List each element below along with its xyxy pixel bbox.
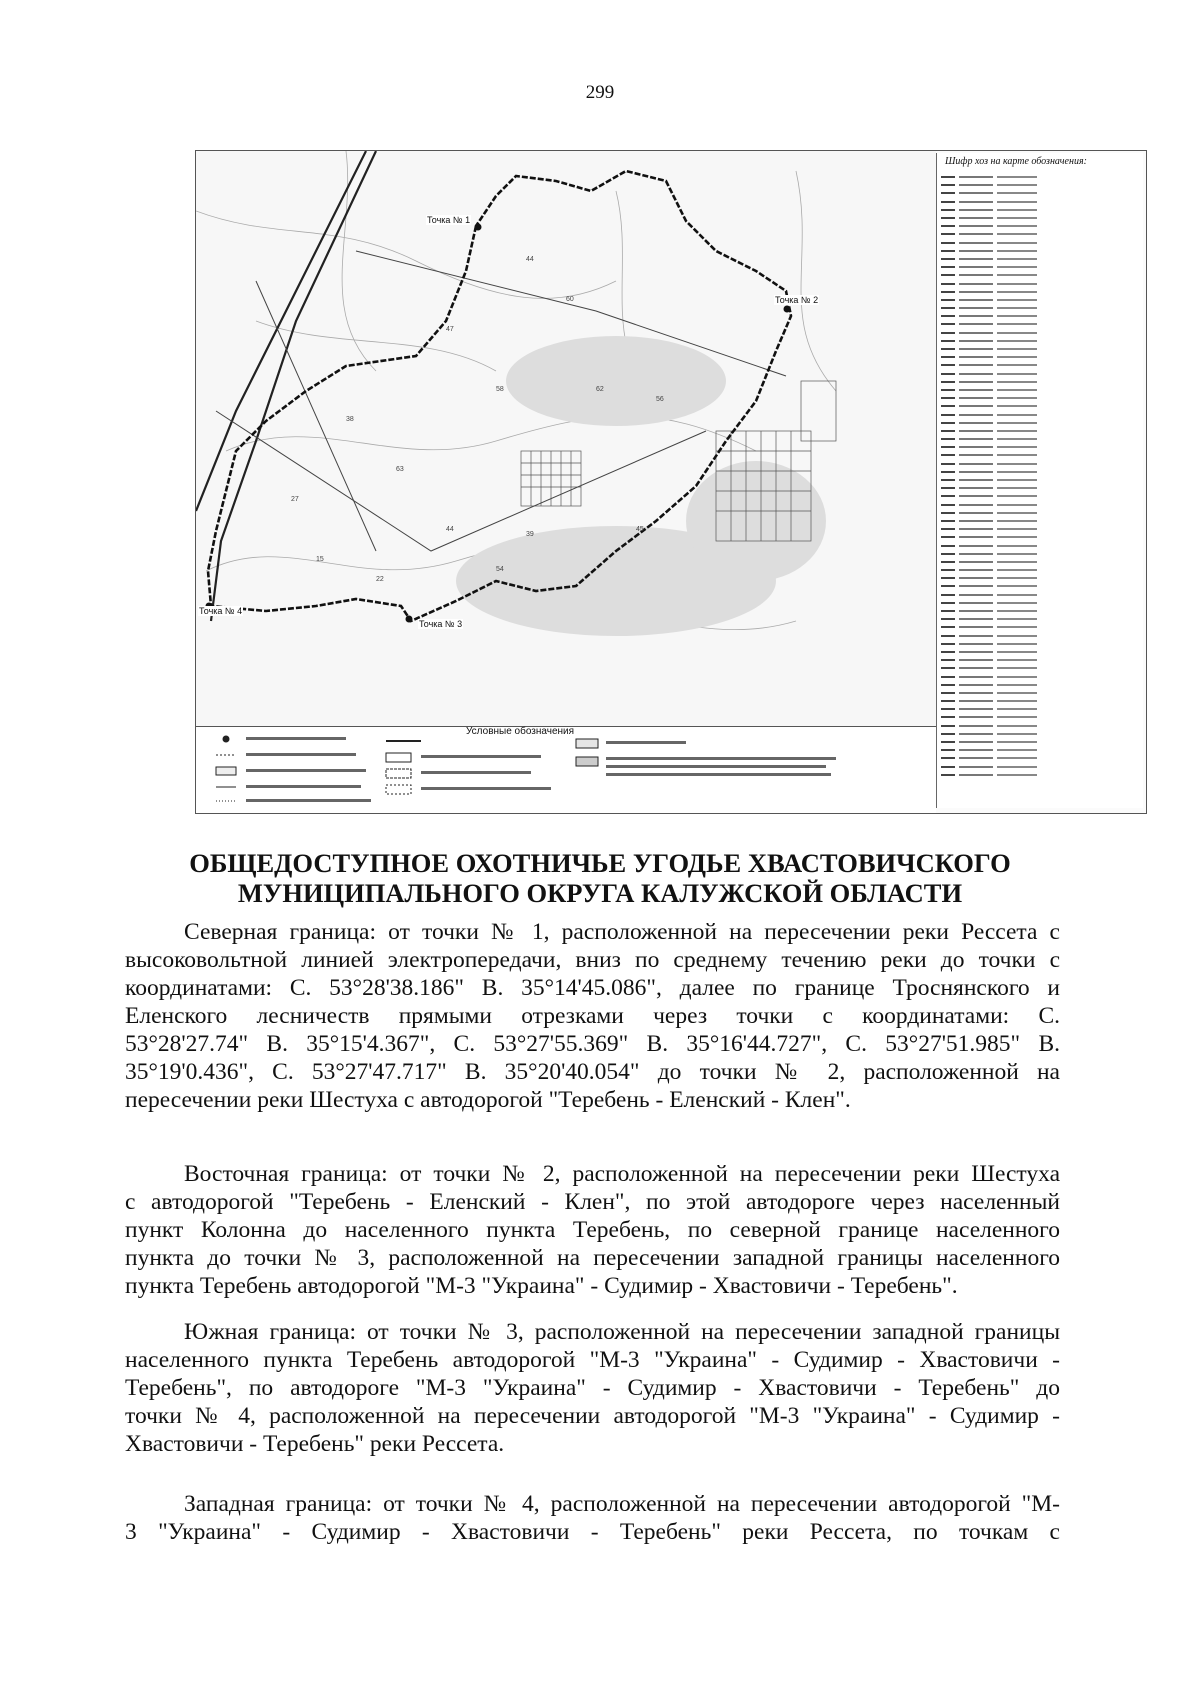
- legend-row: [941, 427, 1141, 435]
- paragraph-line: Восточная граница: от точки № 2, расположенной на пересечении реки Шестуха: [184, 1161, 1060, 1187]
- legend-row: [941, 419, 1141, 427]
- legend-row: [941, 206, 1141, 214]
- legend-row: [941, 672, 1141, 680]
- svg-text:56: 56: [656, 396, 664, 403]
- legend-row: [941, 320, 1141, 328]
- legend-row: [941, 451, 1141, 459]
- legend-row: [941, 501, 1141, 509]
- svg-text:47: 47: [446, 326, 454, 333]
- legend-row: [941, 304, 1141, 312]
- legend-row: [941, 746, 1141, 754]
- legend-row: [941, 198, 1141, 206]
- legend-row: [941, 754, 1141, 762]
- legend-row: [941, 402, 1141, 410]
- document-title: [100, 848, 1100, 908]
- legend-row: [941, 771, 1141, 779]
- legend-row: [941, 541, 1141, 549]
- svg-text:62: 62: [596, 386, 604, 393]
- svg-text:44: 44: [446, 526, 454, 533]
- legend-row: [941, 386, 1141, 394]
- paragraph-line: Западная граница: от точки № 4, расположенной на пересечении автодорогой "М-: [184, 1491, 1060, 1517]
- legend-row: [941, 230, 1141, 238]
- legend-row: [941, 607, 1141, 615]
- legend-row: [941, 492, 1141, 500]
- east-boundary-paragraph: [125, 1160, 1060, 1300]
- paragraph-line: Еленского лесничеств прямыми отрезками через точки с координатами: С.: [125, 1003, 1060, 1029]
- paragraph-line: с автодорогой "Теребень - Еленский - Клен", по этой автодороге через населенный: [125, 1189, 1060, 1215]
- legend-title: Шифр хоз на карте обозначения:: [945, 156, 1087, 167]
- legend-row: [941, 271, 1141, 279]
- legend-row: [941, 468, 1141, 476]
- paragraph-line: пункта Теребень автодорогой "М-3 "Украина" - Судимир - Хвастовичи - Теребень".: [125, 1273, 958, 1299]
- legend-row: [941, 681, 1141, 689]
- paragraph-line: Южная граница: от точки № 3, расположенной на пересечении западной границы: [184, 1319, 1060, 1345]
- legend-row: [941, 738, 1141, 746]
- legend-row: [941, 509, 1141, 517]
- legend-row: [941, 697, 1141, 705]
- map-label-point2: Точка № 2: [775, 295, 819, 305]
- legend-row: [941, 763, 1141, 771]
- legend-row: [941, 484, 1141, 492]
- svg-text:54: 54: [496, 566, 504, 573]
- legend-row: [941, 664, 1141, 672]
- legend-row: [941, 239, 1141, 247]
- legend-row: [941, 525, 1141, 533]
- legend-row: [941, 443, 1141, 451]
- paragraph-line: Хвастовичи - Теребень" реки Рессета.: [125, 1431, 505, 1457]
- legend-row: [941, 361, 1141, 369]
- legend-row: [941, 173, 1141, 181]
- page-number: 299: [585, 82, 615, 103]
- legend-row: [941, 378, 1141, 386]
- hunting-area-map: [195, 150, 1147, 814]
- legend-row: [941, 410, 1141, 418]
- south-boundary-paragraph: [125, 1318, 1060, 1458]
- legend-row: [941, 435, 1141, 443]
- bottom-legend-title: Условные обозначения: [466, 726, 575, 737]
- legend-row: [941, 247, 1141, 255]
- legend-row: [941, 730, 1141, 738]
- paragraph-line: пункта до точки № 3, расположенной на пересечении западной границы населенного: [125, 1245, 1060, 1271]
- paragraph-line: пересечении реки Шестуха с автодорогой "Теребень - Еленский - Клен".: [125, 1087, 851, 1113]
- legend-row: [941, 296, 1141, 304]
- paragraph-line: Северная граница: от точки № 1, расположенной на пересечении реки Рессета с: [184, 919, 1060, 945]
- legend-row: [941, 648, 1141, 656]
- paragraph-line: Теребень", по автодороге "М-3 "Украина" - Судимир - Хвастовичи - Теребень" до: [125, 1375, 1060, 1401]
- north-boundary-paragraph: [125, 918, 1060, 1114]
- legend-row: [941, 656, 1141, 664]
- legend-row: [941, 288, 1141, 296]
- svg-text:39: 39: [526, 531, 534, 538]
- svg-text:58: 58: [496, 386, 504, 393]
- paragraph-line: 3 "Украина" - Судимир - Хвастовичи - Теребень" реки Рессета, по точкам с: [125, 1519, 1060, 1545]
- paragraph-line: населенного пункта Теребень автодорогой "М-3 "Украина" - Судимир - Хвастовичи -: [125, 1347, 1060, 1373]
- svg-text:22: 22: [376, 576, 384, 583]
- legend-row: [941, 615, 1141, 623]
- legend-row: [941, 329, 1141, 337]
- title-line-2: МУНИЦИПАЛЬНОГО ОКРУГА КАЛУЖСКОЙ ОБЛАСТИ: [237, 878, 963, 908]
- legend-row: [941, 558, 1141, 566]
- legend-row: [941, 566, 1141, 574]
- svg-text:63: 63: [396, 466, 404, 473]
- paragraph-line: 53°28'27.74" В. 35°15'4.367", С. 53°27'55.369" В. 35°16'44.727", С. 53°27'51.985" В.: [125, 1031, 1060, 1057]
- legend-row: [941, 582, 1141, 590]
- paragraph-line: высоковольтной линией электропередачи, вниз по среднему течению реки до точки с: [125, 947, 1060, 973]
- legend-row: [941, 705, 1141, 713]
- legend-row: [941, 632, 1141, 640]
- legend-row: [941, 181, 1141, 189]
- legend-row: [941, 255, 1141, 263]
- legend-row: [941, 517, 1141, 525]
- svg-text:27: 27: [291, 496, 299, 503]
- legend-row: [941, 623, 1141, 631]
- map-label-point4: Точка № 4: [199, 606, 243, 616]
- map-bottom-legend: [196, 726, 936, 813]
- map-label-point1: Точка № 1: [427, 215, 471, 225]
- svg-text:38: 38: [346, 416, 354, 423]
- legend-row: [941, 689, 1141, 697]
- svg-text:45: 45: [636, 526, 644, 533]
- legend-list: [941, 173, 1141, 779]
- paragraph-line: координатами: С. 53°28'38.186" В. 35°14'45.086", далее по границе Троснянского и: [125, 975, 1060, 1001]
- legend-row: [941, 189, 1141, 197]
- legend-row: [941, 370, 1141, 378]
- legend-row: [941, 722, 1141, 730]
- legend-row: [941, 222, 1141, 230]
- legend-row: [941, 533, 1141, 541]
- paragraph-line: пункт Колонна до населенного пункта Теребень, по северной границе населенного: [125, 1217, 1060, 1243]
- paragraph-line: 35°19'0.436", С. 53°27'47.717" В. 35°20'40.054" до точки № 2, расположенной на: [125, 1059, 1060, 1085]
- legend-row: [941, 550, 1141, 558]
- legend-row: [941, 713, 1141, 721]
- svg-text:44: 44: [526, 256, 534, 263]
- bottom-legend-symbols: [196, 727, 936, 813]
- map-legend-panel: [936, 153, 1143, 808]
- legend-row: [941, 599, 1141, 607]
- svg-text:60: 60: [566, 296, 574, 303]
- map-drawing: [196, 151, 936, 726]
- map-label-point3: Точка № 3: [419, 619, 463, 629]
- paragraph-line: точки № 4, расположенной на пересечении автодорогой "М-3 "Украина" - Судимир -: [125, 1403, 1060, 1429]
- legend-row: [941, 574, 1141, 582]
- legend-row: [941, 353, 1141, 361]
- legend-row: [941, 394, 1141, 402]
- west-boundary-paragraph: [125, 1490, 1060, 1546]
- legend-row: [941, 312, 1141, 320]
- legend-row: [941, 460, 1141, 468]
- legend-row: [941, 337, 1141, 345]
- title-line-1: ОБЩЕДОСТУПНОЕ ОХОТНИЧЬЕ УГОДЬЕ ХВАСТОВИЧСКОГО: [189, 848, 1011, 878]
- legend-row: [941, 263, 1141, 271]
- legend-row: [941, 591, 1141, 599]
- legend-row: [941, 476, 1141, 484]
- legend-row: [941, 214, 1141, 222]
- legend-row: [941, 640, 1141, 648]
- svg-text:15: 15: [316, 556, 324, 563]
- legend-row: [941, 345, 1141, 353]
- legend-row: [941, 279, 1141, 287]
